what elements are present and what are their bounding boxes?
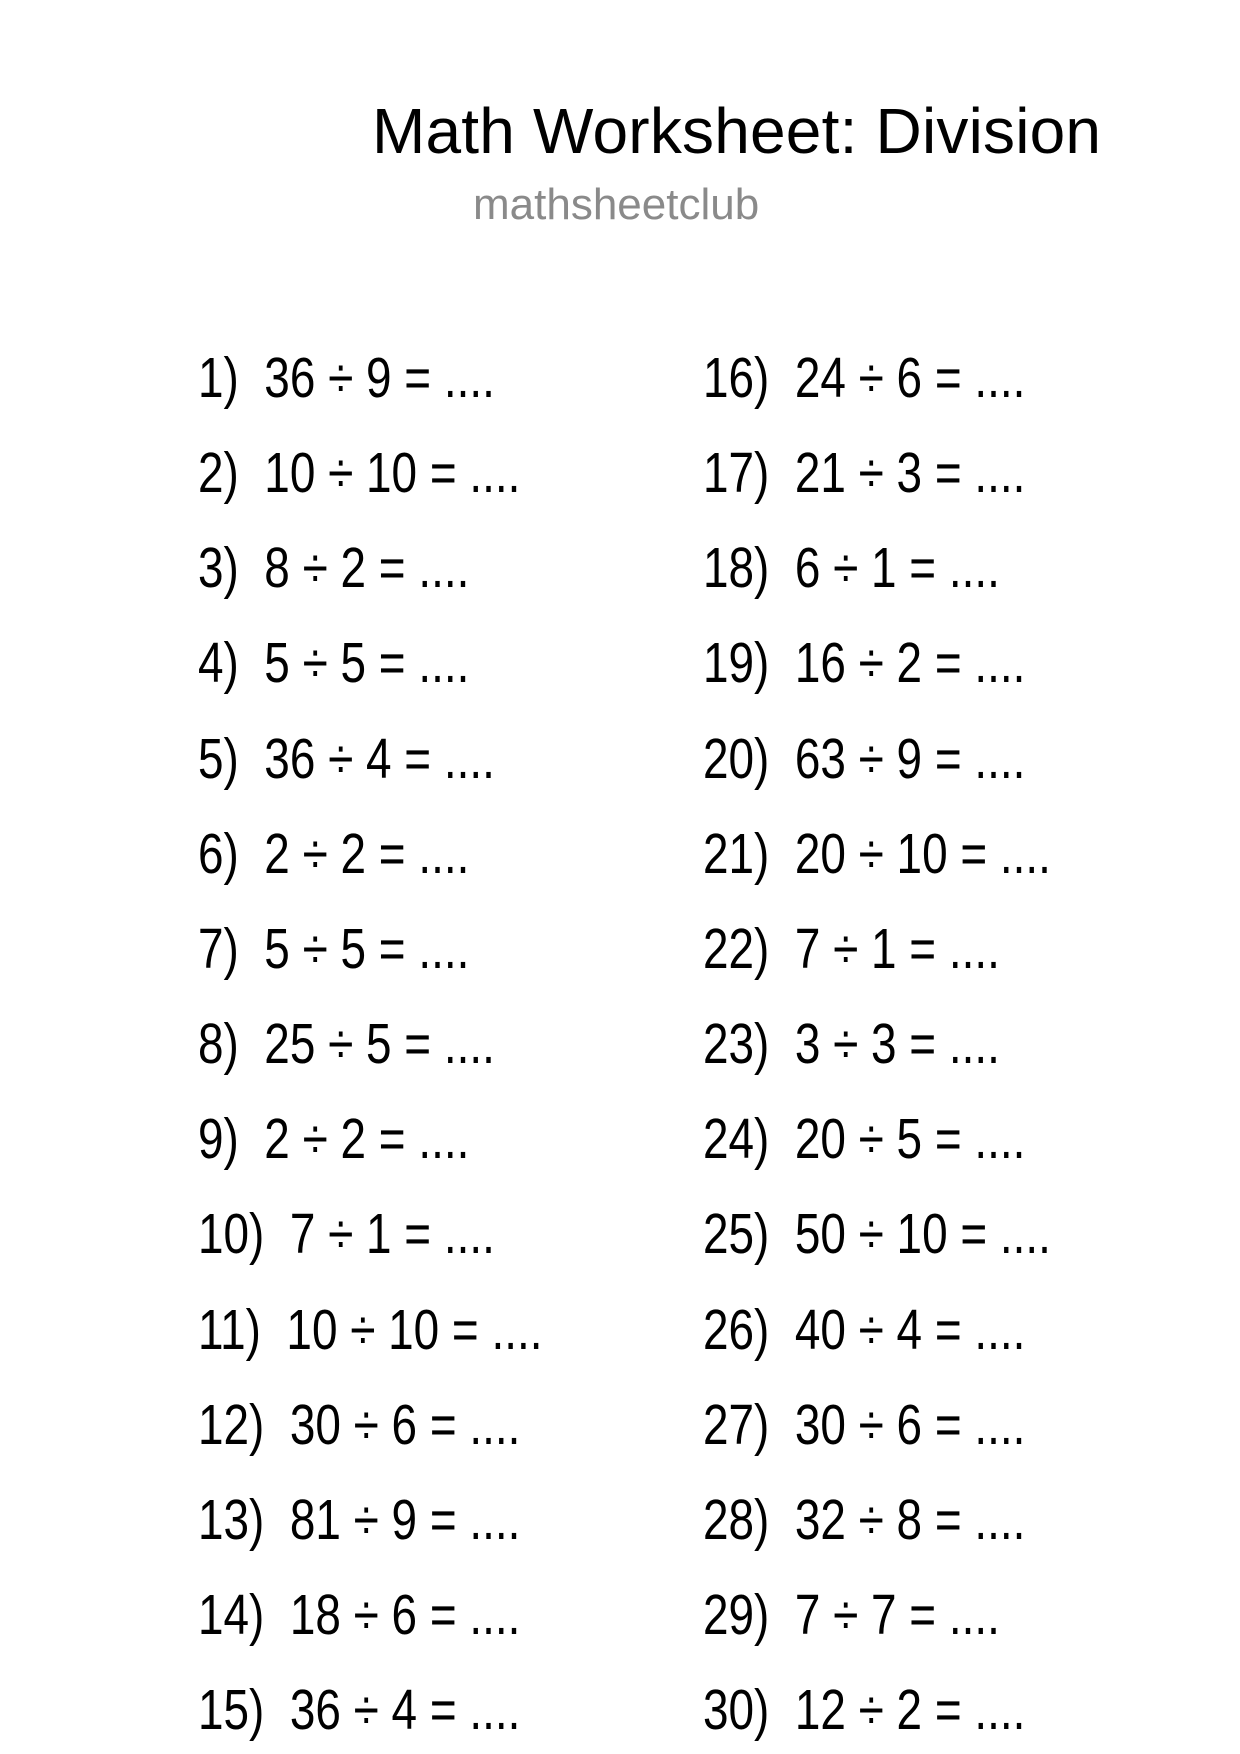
- problem-expression: 36 ÷ 4 = ....: [264, 726, 495, 791]
- problem-number-label: 11): [198, 1297, 261, 1362]
- problem-row: [198, 536, 470, 601]
- problem-number-label: 15): [198, 1678, 265, 1743]
- problem-expression: 63 ÷ 9 = ....: [794, 726, 1026, 791]
- problem-expression: 21 ÷ 3 = ....: [794, 441, 1026, 506]
- problem-number-label: 18): [703, 536, 770, 601]
- problem-number-label: 19): [703, 631, 770, 696]
- problem-number-label: 5): [198, 726, 239, 791]
- problem-row: [703, 1012, 1000, 1077]
- problem-number-label: 20): [703, 726, 770, 791]
- problem-row: [198, 346, 495, 410]
- problem-row: [198, 1392, 521, 1457]
- problem-number-label: 16): [703, 346, 770, 410]
- problem-row: [703, 441, 1026, 506]
- problem-row: [198, 1487, 521, 1552]
- problem-number-label: 21): [703, 821, 770, 886]
- problem-expression: 7 ÷ 7 = ....: [794, 1582, 1000, 1647]
- problem-row: [703, 1107, 1026, 1172]
- problem-expression: 3 ÷ 3 = ....: [794, 1012, 1000, 1077]
- problem-number-label: 28): [703, 1487, 770, 1552]
- problem-expression: 10 ÷ 10 = ....: [286, 1297, 543, 1362]
- problem-number-label: 23): [703, 1012, 770, 1077]
- problem-expression: 36 ÷ 9 = ....: [264, 346, 495, 410]
- problem-number-label: 9): [198, 1107, 239, 1172]
- problem-row: [198, 821, 470, 886]
- problem-number-label: 6): [198, 821, 239, 886]
- problem-number-label: 13): [198, 1487, 265, 1552]
- problem-expression: 30 ÷ 6 = ....: [289, 1392, 521, 1457]
- problem-row: [198, 631, 470, 696]
- problem-expression: 5 ÷ 5 = ....: [264, 631, 470, 696]
- problem-row: [198, 1107, 470, 1172]
- problem-expression: 10 ÷ 10 = ....: [264, 441, 521, 506]
- problem-row: [703, 631, 1026, 696]
- problem-number-label: 8): [198, 1012, 239, 1077]
- problem-number-label: 27): [703, 1392, 770, 1457]
- problem-number-label: 24): [703, 1107, 770, 1172]
- problem-expression: 18 ÷ 6 = ....: [289, 1582, 521, 1647]
- problem-expression: 24 ÷ 6 = ....: [794, 346, 1026, 410]
- page-subtitle: mathsheetclub: [473, 180, 760, 229]
- problem-number-label: 7): [198, 916, 239, 981]
- problem-expression: 36 ÷ 4 = ....: [289, 1678, 521, 1743]
- problem-expression: 8 ÷ 2 = ....: [264, 536, 470, 601]
- problem-expression: 5 ÷ 5 = ....: [264, 916, 470, 981]
- problem-number-label: 1): [198, 346, 239, 410]
- page-title: Math Worksheet: Division: [372, 95, 1102, 167]
- problem-expression: 40 ÷ 4 = ....: [794, 1297, 1026, 1362]
- problem-row: [198, 726, 495, 791]
- problem-row: [703, 916, 1000, 981]
- problem-row: [198, 916, 470, 981]
- problem-expression: 2 ÷ 2 = ....: [264, 1107, 470, 1172]
- problem-number-label: 12): [198, 1392, 265, 1457]
- problem-expression: 16 ÷ 2 = ....: [794, 631, 1026, 696]
- problem-row: [703, 346, 1026, 410]
- problem-expression: 7 ÷ 1 = ....: [289, 1202, 495, 1267]
- problem-expression: 30 ÷ 6 = ....: [794, 1392, 1026, 1457]
- problem-row: [703, 536, 1000, 601]
- problem-number-label: 10): [198, 1202, 265, 1267]
- problem-number-label: 4): [198, 631, 239, 696]
- problem-row: [198, 1678, 521, 1743]
- problem-row: [703, 821, 1051, 886]
- problem-row: [703, 726, 1026, 791]
- problem-row: [703, 1678, 1026, 1743]
- problem-expression: 20 ÷ 5 = ....: [794, 1107, 1026, 1172]
- problem-number-label: 17): [703, 441, 770, 506]
- problem-expression: 25 ÷ 5 = ....: [264, 1012, 495, 1077]
- problem-expression: 32 ÷ 8 = ....: [794, 1487, 1026, 1552]
- problem-expression: 2 ÷ 2 = ....: [264, 821, 470, 886]
- problem-number-label: 26): [703, 1297, 770, 1362]
- problem-number-label: 29): [703, 1582, 770, 1647]
- problem-number-label: 2): [198, 441, 239, 506]
- problem-expression: 12 ÷ 2 = ....: [794, 1678, 1026, 1743]
- problem-row: [703, 1392, 1026, 1457]
- problem-expression: 6 ÷ 1 = ....: [794, 536, 1000, 601]
- problem-expression: 7 ÷ 1 = ....: [794, 916, 1000, 981]
- problem-number-label: 14): [198, 1582, 265, 1647]
- problem-expression: 81 ÷ 9 = ....: [289, 1487, 521, 1552]
- problem-number-label: 3): [198, 536, 239, 601]
- problem-number-label: 30): [703, 1678, 770, 1743]
- problem-number-label: 22): [703, 916, 770, 981]
- problem-row: [198, 1202, 495, 1267]
- problem-expression: 20 ÷ 10 = ....: [794, 821, 1051, 886]
- problem-row: [198, 1582, 521, 1647]
- problem-row: [198, 441, 521, 506]
- problem-row: [703, 1202, 1051, 1267]
- problem-row: [198, 1297, 543, 1362]
- problem-row: [198, 1012, 495, 1077]
- problem-row: [703, 1297, 1026, 1362]
- problem-expression: 50 ÷ 10 = ....: [794, 1202, 1051, 1267]
- problem-number-label: 25): [703, 1202, 770, 1267]
- problem-row: [703, 1487, 1026, 1552]
- problem-row: [703, 1582, 1000, 1647]
